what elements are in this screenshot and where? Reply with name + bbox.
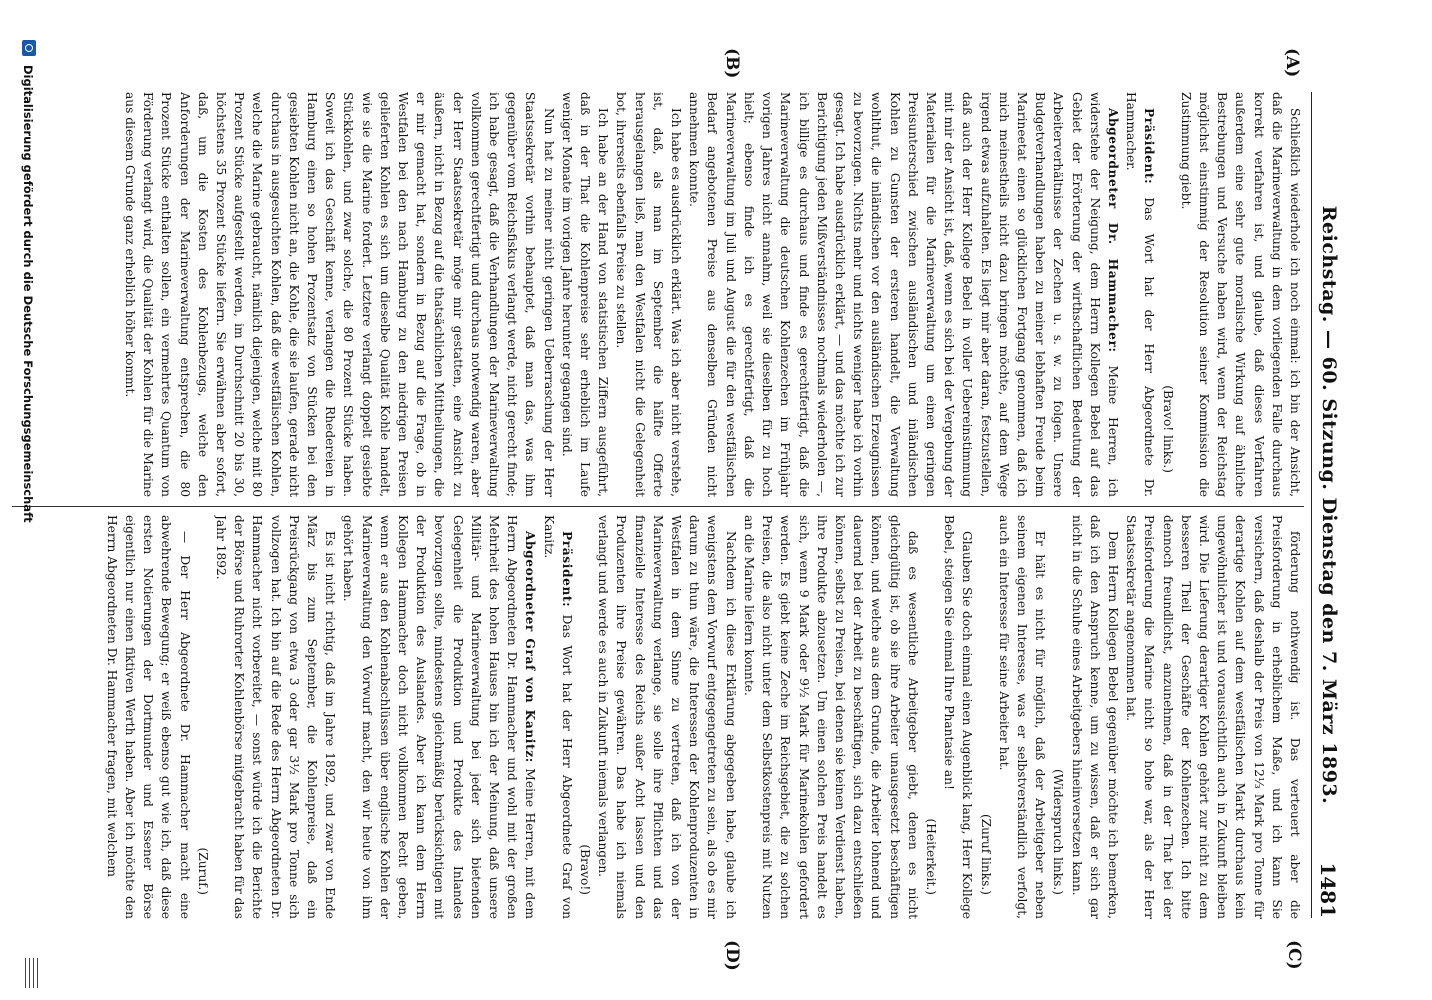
speech-paragraph xyxy=(685,92,1122,497)
speaker-name: Präsident: xyxy=(559,531,574,608)
speech-paragraph xyxy=(539,515,575,919)
speech-text: Das Wort hat der Herr Abgeordnete Graf von Kanitz. xyxy=(541,515,574,919)
speech-text: Meine Herren, ich widerstehe der Neigung, dem Herrn Kollegen Bebel auf das Gebiet der Erörterung der wirthschaftlichen Bedeutung der Arbeiterverhältnisse der Zechen u. s. w. zu folgen. Unsere Budgetverhandlungen haben zu meiner lebhaften Freude beim Marineetat einen so glücklichen Fortgang genommen, daß ich mich meinestheils nicht dazu bringen möchte, auf dem Wege irgend etwas aufzuhalten. Es liegt mir aber daran, festzustellen, daß auch der Herr Kollege Bebel in voller Uebereinstimmung mit mir der Ansicht ist, daß, wenn es sich bei der Vergebung der Materialien für die Marineverwaltung um einen geringen Preisunterschied zwischen ausländischen und inländischen Kohlen zu Gunsten der ersteren handelt, die Verwaltung wohlthut, die inländischen vor den ausländischen Erzeugnissen zu bevorzugen. Nichts mehr und nichts weniger habe ich vorhin gesagt. Ich habe ausdrücklich erklärt, — und das möchte ich zur Berichtigung jeden Mißverständnisses nochmals wiederholen —, ich billige es durchaus und finde es gerechtfertigt, daß die Marineverwaltung die deutschen Kohlenzechen im Frühjahr vorigen Jahres nicht annahm, weil sie dieselben für zu hoch hielt; ebenso finde ich es gerechtfertigt, daß die Marineverwaltung im Juli und August die für den westfälischen Bedarf angebotenen Preise aus denselben Gründen nicht annehmen konnte. xyxy=(687,92,1120,497)
body-paragraph: — Der Herr Abgeordnete Dr. Hammacher macht eine abwehrende Bewegung; er weiß ebenso gut wie ich, daß diese ersten Notierungen der Dortmunder und Essener Börse eigentlich nur einen fiktiven Werth haben. Aber ich möchte den Herrn Abgeordneten Dr. Hammacher fragen, mit welchem xyxy=(104,515,192,919)
scan-edge-mark xyxy=(2,958,38,988)
page-running-title: Reichstag. — 60. Sitzung. Dienstag den 7. März 1893. xyxy=(1318,205,1340,805)
interjection: (Zuruf.) xyxy=(195,847,210,895)
margin-marker-c: (C) xyxy=(1284,940,1304,970)
speaker-name: Abgeordneter Graf von Kanitz: xyxy=(523,531,538,763)
interjection: (Zuruf links.) xyxy=(978,813,993,895)
digitization-credit-text: Digitalisierung gefördert durch die Deutsche Forschungsgemeinschaft xyxy=(21,65,35,523)
interjection: (Bravo!) xyxy=(578,844,593,895)
interjection: (Heiterkeit.) xyxy=(923,818,938,895)
body-paragraph: Glauben Sie doch einmal einen Augenblick lang, Herr Kollege Bebel, steigen Sie einmal Ihre Phantasie an! xyxy=(942,515,975,919)
speech-text: Das Wort hat der Herr Abgeordnete Dr. Hammacher. xyxy=(1124,92,1157,497)
body-paragraph: Es ist nicht richtig, daß im Jahre 1892, und zwar von Ende März bis zum September, die Kohlenpreise, daß ein Preisrückgang von etwa 3 oder gar 3½ Mark pro Tonne sich vollzogen hat. Ich bin auf die Rede des Herrn Abgeordneten Dr. Hammacher nicht vorbereitet, — sonst würde ich die Berichte der Börse und Ruhrorter Kohlenbörse mitgebracht haben für das Jahr 1892. xyxy=(214,515,338,919)
body-paragraph: Nun hat zu meiner nicht geringen Ueberraschung der Herr Staatssekretär vorhin behauptet, daß man das, was ihm gegenüber vom Reichsfiskus verlangt werde, nicht gerecht finde; ich habe gesagt, daß die Verhandlungen der Marineverwaltung vollkommen gerechtfertigt und durchaus notwendig waren, aber der Herr Staatssekretär möge mir gestatten, eine Ansicht zu äußern, nicht in Bezug auf die thatsächlichen Mittheilungen, die er mir gemacht hat, sondern in Bezug auf die Frage, ob in Westfalen bei den nach Hamburg zu den niedrigen Preisen gelieferten Kohlen es sich um dieselbe Qualität Kohle handelt, wie sie die Marine fordert. Letztere verlangt doppelt gesiebte Stückkohlen, und zwar solche, die 80 Prozent Stücke haben. Soweit ich das Geschäft kenne, verlangen die Rhedereien in Hamburg einen so hohen Prozentsatz von Stücken bei den gesiebten Kohlen nicht an, die Kohle, die sie laufen, gerade nicht durchaus in ausgesuchten Kohlen, daß die westfälischen Kohlen, welche die Marine gebraucht, nämlich diejenigen, welche mit 80 Prozent Stücke aufgestellt werden, im Durchschnitt 20 bis 30, höchstens 35 Prozent Stücke liefern. Sie erwähnen aber sofort, daß, um die Kosten des Kohlenbezugs, welche den Anforderungen der Marineverwaltung entsprechen, die 80 Prozent Stücke enthalten sollen, ein vermehrtes Quantum von Förderung verlangt wird, die Qualität der Kohlen für die Marine aus diesem Grunde ganz erheblich höher kommt. xyxy=(123,92,556,497)
body-paragraph: Nachdem ich diese Erklärung abgegeben habe, glaube ich wenigstens dem Vorwurf entgegengetreten zu sein, als ob es mir darum zu thun wäre, die Interessen der Kohlenproduzenten in Westfalen in dem Sinne zu vertreten, daß ich von der Marineverwaltung verlange, sie solle ihre Pflichten und das finanzielle Interesse des Reichs außer Acht lassen und den Produzenten ihre Preise gewähren. Das habe ich niemals verlangt und werde es auch in Zukunft niemals verlangen. xyxy=(596,515,738,919)
page-header xyxy=(1311,92,1346,918)
body-paragraph: Schließlich wiederhole ich noch einmal: ich bin der Ansicht, daß die Marineverwaltung in dem vorliegenden Falle durchaus korrekt verfahren ist, und glaube, daß dieses Verfahren außerdem eine sehr gute moralische Wirkung auf ähnliche Bestrebungen und Versuche haben wird, wenn der Reichstag möglichst einstimmig der Resolution seiner Kommission die Zustimmung giebt. xyxy=(1178,92,1302,497)
body-paragraph: Ich habe es ausdrücklich erklärt. Was ich aber nicht verstehe, ist, daß, als man im September die hälfte Offerte herausgelangen ließ, man den Westfalen nicht die Gelegenheit bot, ihrerseits ebenfalls Preise zu stellen. xyxy=(614,92,684,497)
interjection: (Widerspruch links.) xyxy=(1051,769,1066,895)
body-paragraph: Er hält es nicht für möglich, daß der Arbeitgeber neben seinem eigenen Interesse, was er selbstverständlich verfolgt, auch ein Interesse für seine Arbeiter hat. xyxy=(996,515,1048,919)
speaker-name: Abgeordneter Dr. Hammacher: xyxy=(1105,108,1120,353)
body-paragraph: Dem Herrn Kollegen Bebel gegenüber möchte ich bemerken, daß ich den Anspruch kenne, um zu wissen, daß er sich gar nicht in die Schuhe eines Arbeitgebers hineinversetzen kann. xyxy=(1069,515,1120,919)
interjection: (Bravo! links.) xyxy=(1160,385,1175,473)
speech-paragraph xyxy=(1122,92,1158,497)
body-paragraph: Ich habe an der Hand von statistischen Ziffern ausgeführt, daß in der That die Kohlenpreise sehr erheblich im Laufe weniger Monate im vorigen Jahre herunter gegangen sind. xyxy=(559,92,611,497)
margin-marker-d: (D) xyxy=(722,940,742,971)
digitization-credit xyxy=(8,40,36,960)
speech-text: Meine Herren, mit dem Herrn Abgeordneten Dr. Hammacher und wohl mit der großen Mehrheit des hohen Hauses bin ich der Meinung, daß unsere Militär- und Marineverwaltung bei jeder sich bietenden Gelegenheit die Produktion und Produkte des Inlandes bevorzugen sollte, mindestens gleichmäßig berücksichtigen mit der Produktion des Auslandes. Aber ich kann dem Herrn Kollegen Hammacher doch nicht vollkommen Recht geben, wenn er aus den Kohlenabschlüssen über englische Kohlen der Marineverwaltung den Vorwurf macht, den wir heute von ihm gehört haben. xyxy=(341,515,538,919)
margin-marker-a: (A) xyxy=(1282,48,1302,78)
body-paragraph: förderung nothwendig ist. Das verteuert aber die Preisforderung in erheblichem Maße, und ich kann Sie versichern, daß deshalb der Preis von 12⅓ Mark pro Tonne für derartige Kohlen auf dem westfälischen Markt durchaus kein ungewöhnlicher ist und voraussichtlich auch in Zukunft bleiben wird. Die Lieferung derartiger Kohlen gehört zur nicht zu dem besseren Theil der Geschäfte der Kohlenzechen. Ich bitte dennoch freundlichst, anzunehmen, daß in der That bei der Preisforderung die Marine nicht so hohe war, als der Herr Staatssekretär angenommen hat. xyxy=(1124,515,1302,919)
body-paragraph: daß es wesentliche Arbeitgeber giebt, denen es nicht gleichgültig ist, ob sie ihre Arbeiter unausgesetzt beschäftigen können, und welche aus dem Grunde, die Arbeiter lohnend und dauernd bei der Arbeit zu beschäftigen, sich dazu entschließen können, selbst zu Preisen, bei denen sie keinen Verdienst haben, ihre Produkte abzusetzen. Um einen solchen Preis handelt es sich, wenn 9 Mark oder 9½ Mark für Marinekohlen gefordert werden. Es giebt keine Zeche im Reichsgebiet, die zu solchen Preisen, die also nicht unter dem Selbstkostenpreis mit Nutzen an die Marine liefern konnte. xyxy=(741,515,920,919)
right-text-column xyxy=(12,515,1304,919)
column-divider xyxy=(12,506,1304,507)
page-number: 1481 xyxy=(1316,862,1340,918)
dfg-logo-icon xyxy=(22,40,36,56)
margin-marker-b: (B) xyxy=(722,48,742,79)
left-text-column xyxy=(12,92,1304,497)
speech-paragraph xyxy=(339,515,539,919)
speaker-name: Präsident: xyxy=(1142,108,1157,185)
